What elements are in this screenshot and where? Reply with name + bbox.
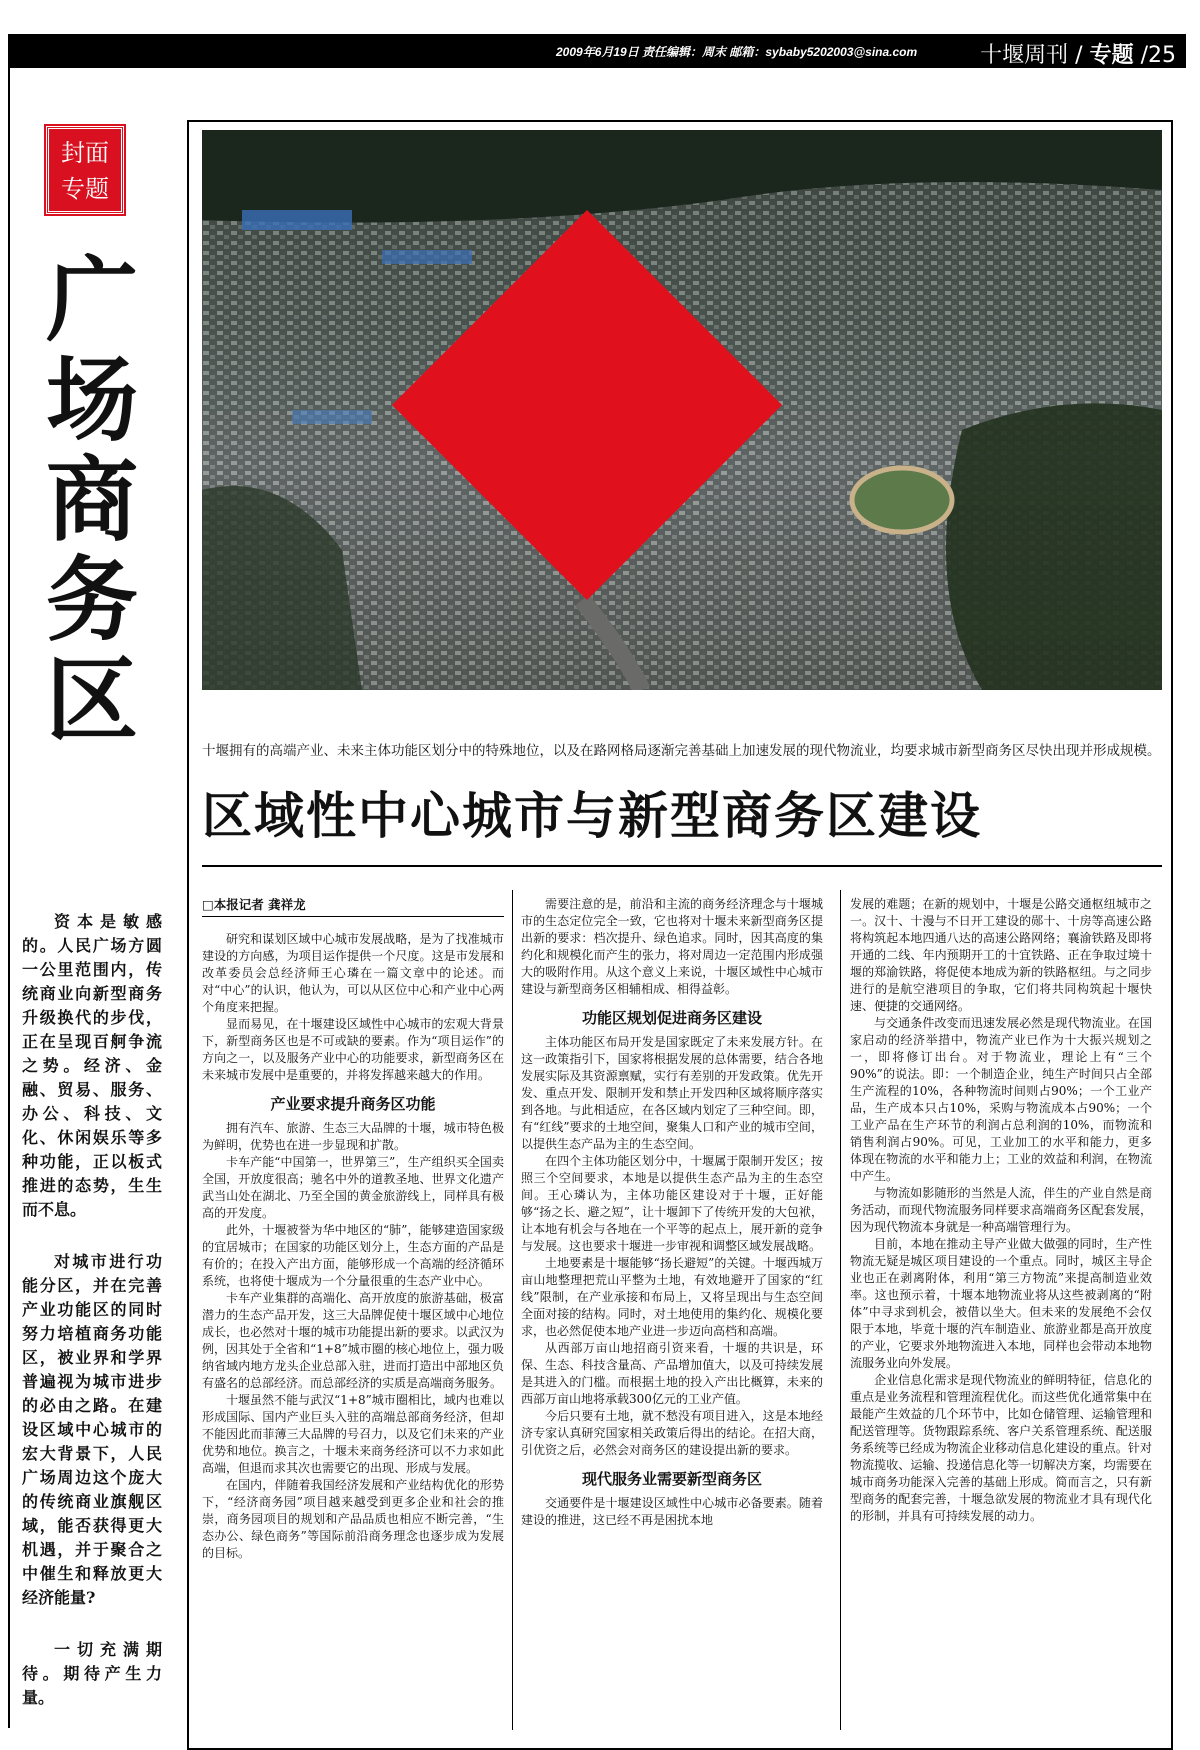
sidebar-intro: [22, 910, 162, 1738]
paragraph: 拥有汽车、旅游、生态三大品牌的十堰，城市特色极为鲜明，优势也在进一步显现和扩散。: [202, 1121, 504, 1152]
paragraph: 目前，本地在推动主导产业做大做强的同时，生产性物流无疑是城区项目建设的一个重点。同时，城区主导企业也正在剥离附体，利用“第三方物流”来提高制造业效率。这也预示着，十堰本地物流业将从这些被剥离的“附体”中寻求到机会，被借以坐大。但未来的发展绝不会仅限于本地，毕竟十堰的汽车制造业、旅游业都是高开放度的产业，它要求外地物流进入本地，同样也会带动本地物流服务业向外发展。: [850, 1237, 1152, 1370]
paragraph: 企业信息化需求是现代物流业的鲜明特征，信息化的重点是业务流程和管理流程优化。而这些优化通常集中在最能产生效益的几个环节中，比如仓储管理、运输管理和配送管理等。货物跟踪系统、客户关系管理系统、配送服务系统等已经成为物流企业移动信息化建设的重点。针对物流揽收、运输、投递信息化等一切解决方案，均需要在城市商务功能深入完善的基础上形成。简而言之，只有新型商务的配套完善，十堰急欲发展的物流业才具有现代化的形制，并具有可持续发展的动力。: [850, 1373, 1152, 1523]
section-heading: 现代服务业需要新型商务区: [581, 1470, 762, 1488]
section-name: 专题: [1089, 43, 1134, 68]
paragraph: 今后只要有土地，就不愁没有项目进入，这是本地经济专家认真研究国家相关政策后得出的结论。在招大商，引优资之后，必然会对商务区的建设提出新的要求。: [521, 1409, 823, 1457]
paragraph: 卡车产业集群的高端化、高开放度的旅游基础，极富潜力的生态产品开发，这三大品牌促使十堰区域中心地位成长，也必然对十堰的城市功能提出新的要求。以武汉为例，因其处于全省和“1+8”城市圈的核心地位上，强力吸纳省域内地方龙头企业总部入驻，进而打造出中部地区负有盛名的总部经济。而总部经济的实质是高端商务服务。: [202, 1291, 504, 1390]
article-headline: 区域性中心城市与新型商务区建设: [202, 786, 982, 845]
paragraph: 在四个主体功能区划分中，十堰属于限制开发区；按照三个空间要求，本地是以提供生态产品为主的生态空间。王心璘认为，主体功能区建设对于十堰，正好能够“扬之长、避之短”，让十堰卸下了传统开发的大包袱，让本地有机会与各地在一个平等的起点上，展开新的竞争与发展。这也要求十堰进一步审视和调整区域发展战略。: [521, 1154, 823, 1253]
feature-title-char: 广: [45, 246, 138, 354]
tag-line-1: 封面: [61, 139, 109, 167]
paragraph: 此外，十堰被誉为华中地区的“肺”，能够建造国家级的宜居城市；在国家的功能区划分上，生态方面的产品是有价的；在投入产出方面，能够形成一个高端的经济循环系统，也将使十堰成为一个分量很重的生态产业中心。: [202, 1223, 504, 1288]
paragraph: 显而易见，在十堰建设区域性中心城市的宏观大背景下，新型商务区也是不可或缺的要素。作为“项目运作”的方向之一，以及服务产业中心的功能要求，新型商务区在未来城市发展中是重要的，并将发挥越来越大的作用。: [202, 1017, 504, 1082]
paragraph: 从西部万亩山地招商引资来看，十堰的共识是，环保、生态、科技含量高、产品增加值大，以及可持续发展是其进入的门槛。而根据土地的投入产出比概算，未来的西部万亩山地将承载300亿元的工业产值。: [521, 1341, 823, 1406]
byline: □本报记者 龚祥龙: [202, 896, 504, 917]
issue-meta: 2009年6月19日 责任编辑：周末 邮箱：sybaby5202003@sina.com: [556, 45, 918, 59]
lede-text: 十堰拥有的高端产业、未来主体功能区划分中的特殊地位，以及在路网格局逐渐完善基础上加速发展的现代物流业，均要求城市新型商务区尽快出现并形成规模。: [202, 743, 1161, 759]
paragraph: 土地要素是十堰能够“扬长避短”的关键。十堰西城万亩山地整理把荒山平整为土地，有效地避开了国家的“红线”限制，在产业承接和布局上，又将呈现出与生态空间全面对接的结构。同时，对土地使用的集约化、规模化要求，也必然促使本地产业进一步迈向高档和高端。: [521, 1256, 823, 1338]
paragraph: 与物流如影随形的当然是人流，伴生的产业自然是商务活动，而现代物流服务同样要求高端商务区配套发展，因为现代物流本身就是一种高端管理行为。: [850, 1186, 1152, 1234]
sidebar-paragraph: 对城市进行功能分区，并在完善产业功能区的同时努力培植商务功能区，被业界和学界普遍视为城市进步的必由之路。在建设区域中心城市的宏大背景下，人民广场周边这个庞大的传统商业旗舰区域，能否获得更大机遇，并于聚合之中催生和释放更大经济能量?: [22, 1252, 162, 1607]
paragraph: 在国内，伴随着我国经济发展和产业结构优化的形势下，“经济商务园”项目越来越受到更多企业和社会的推崇，商务园项目的规划和产品品质也相应不断完善，“生态办公、绿色商务”等国际前沿商务理念也逐步成为发展的目标。: [202, 1478, 504, 1560]
section-heading: 功能区规划促进商务区建设: [581, 1009, 762, 1027]
photo-illustration: [202, 130, 1162, 690]
feature-title-char: 商: [45, 446, 138, 554]
cover-feature-tag: [46, 126, 124, 214]
left-rule: [8, 68, 10, 1728]
feature-title-char: 区: [45, 646, 138, 754]
paragraph: 卡车产能“中国第一，世界第三”，生产组织买全国卖全国，开放度很高；驰名中外的道教圣地、世界文化遗产武当山处在湖北、乃至全国的黄金旅游线上，同样具有极高的开发度。: [202, 1155, 504, 1220]
paragraph: 与交通条件改变而迅速发展必然是现代物流业。在国家启动的经济举措中，物流产业已作为十大振兴规划之一，即将修订出台。对于物流业，理论上有“三个90%”的说法。即：一个制造企业，纯生产时间只占全部生产流程的10%，各种物流时间则占90%；一个工业产品，生产成本只占10%，采购与物流成本占90%；一个工业产品在生产环节的利润占总利润的10%，而物流和销售利润占90%。可见，工业加工的水平和能力，更多体现在物流的水平和能力上；工业的效益和利润，在物流中产生。: [850, 1016, 1152, 1183]
paragraph: 十堰虽然不能与武汉“1+8”城市圈相比，域内也难以形成国际、国内产业巨头入驻的高端总部商务经济，但却不能因此而菲薄三大品牌的号召力，以及它们未来的产业优势和地位。换言之，十堰未来商务经济可以不力求如此高端，但退而求其次也需要它的出现、形成与发展。: [202, 1393, 504, 1475]
paragraph: 需要注意的是，前沿和主流的商务经济理念与十堰城市的生态定位完全一致，它也将对十堰未来新型商务区提出新的要求：档次提升、绿色追求。同时，因其高度的集约化和规模化而产生的张力，将对周边一定范围内形成强大的吸附作用。从这个意义上来说，十堰区域性中心城市建设与新型商务区相辅相成、相得益彰。: [521, 897, 823, 996]
article-column-2: [521, 896, 823, 1529]
feature-title-char: 务: [45, 546, 138, 654]
headline-rule: [202, 865, 1162, 867]
brand-name: 十堰周刊: [980, 43, 1069, 68]
sidebar-paragraph: 一切充满期待。期待产生力量。: [22, 1640, 162, 1707]
tag-line-2: 专题: [61, 175, 109, 203]
paragraph: 研究和谋划区域中心城市发展战略，是为了找准城市建设的方向感，为项目运作提供一个尺度。这是市发展和改革委员会总经济师王心璘在一篇文章中的论述。而对“中心”的认识，他认为，可以从区位中心和产业中心两个角度来把握。: [202, 932, 504, 1014]
page-number: 25: [1148, 43, 1176, 68]
section-heading: 产业要求提升商务区功能: [270, 1095, 436, 1113]
header-bar: [8, 34, 1186, 68]
sidebar-paragraph: 资本是敏感的。人民广场方圆一公里范围内，传统商业向新型商务升级换代的步伐，正在呈现百舸争流之势。经济、金融、贸易、服务、办公、科技、文化、休闲娱乐等多种功能，正以板式推进的态势，生生而不息。: [22, 912, 162, 1219]
paragraph: 主体功能区布局开发是国家既定了未来发展方针。在这一政策指引下，国家将根据发展的总体需要，结合各地发展实际及其资源禀赋，实行有差别的开发政策。优先开发、重点开发、限制开发和禁止开发四种区域将顺序落实到各地。与此相适应，在各区域内划定了三种空间。即，有“红线”要求的土地空间，聚集人口和产业的城市空间，以提供生态产品为主的生态空间。: [521, 1035, 823, 1151]
column-rule: [840, 890, 841, 1730]
feature-title: [42, 246, 142, 754]
column-rule: [512, 890, 513, 1730]
aerial-city-photo: [202, 130, 1162, 690]
masthead: 十堰周刊 / 专题 /25: [980, 43, 1176, 68]
feature-title-char: 场: [45, 346, 138, 454]
paragraph: 发展的难题；在新的规划中，十堰是公路交通枢纽城市之一。汉十、十漫与不日开工建设的郧十、十房等高速公路将构筑起本地四通八达的高速公路网络；襄渝铁路及即将开通的二线、年内预期开工的十宜铁路、正在争取过境十堰的郑渝铁路，将促使本地成为新的铁路枢纽。与之同步进行的是航空港项目的争取，它们将共同构筑起十堰快速、便捷的交通网络。: [850, 897, 1152, 1013]
paragraph: 交通要件是十堰建设区域性中心城市必备要素。随着建设的推进，这已经不再是困扰本地: [521, 1496, 823, 1527]
article-column-1: [202, 896, 504, 1562]
article-column-3: [850, 896, 1152, 1525]
